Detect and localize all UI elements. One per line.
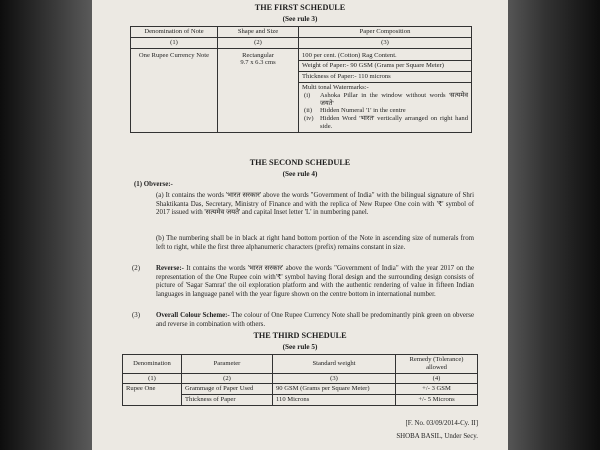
list-item [304, 92, 468, 108]
photo-left-edge [0, 0, 92, 450]
list-item [304, 115, 468, 131]
table-num-row [131, 37, 472, 48]
standard-cell: 110 Microns [273, 395, 396, 406]
third-schedule-rule: (See rule 5) [282, 343, 318, 351]
watermark-num: (i) [304, 91, 311, 99]
col-num: (4) [396, 373, 478, 384]
third-schedule-table [122, 354, 478, 406]
watermark-text: Hidden Word 'भारत' vertically arranged on right hand side. [320, 115, 468, 130]
col-num: (1) [123, 373, 182, 384]
watermarks-list [302, 92, 468, 131]
reverse-paragraph [156, 265, 474, 299]
watermarks-cell [299, 82, 472, 132]
colour-text: The colour of One Rupee Currency Note shall be predominantly pink green on obverse and reverse in combination with others. [156, 312, 475, 328]
col-num: (1) [131, 37, 218, 48]
standard-cell: 90 GSM (Grams per Square Meter) [273, 384, 396, 395]
obverse-paragraph-a: (a) It contains the words 'भारत सरकार' above the words "Government of India" with the bilingual signature of Shri Shaktikanta Das, Secretary, Ministry of Finance and with the replica of New Rupee One coin with '₹' symbol of 2017 issued with 'सत्यमेव जयते' and capital Inset letter 'L' in numbering panel. [156, 192, 474, 217]
col-num: (2) [218, 37, 299, 48]
watermark-text: Hidden Numeral '1' in the centre [320, 107, 406, 115]
col-num: (3) [273, 373, 396, 384]
signatory: SHOBA BASIL, Under Secy. [396, 433, 478, 440]
shape-value: Rectangular [242, 51, 274, 59]
composition-cotton: 100 per cent. (Cotton) Rag Content. [299, 48, 472, 61]
first-schedule-rule: (See rule 3) [282, 15, 318, 23]
parameter-cell: Thickness of Paper [182, 395, 273, 406]
second-schedule-title: THE SECOND SCHEDULE [249, 158, 351, 167]
header-standard-weight: Standard weight [273, 355, 396, 374]
obverse-paragraph-b: (b) The numbering shall be in black at right hand bottom portion of the Note in ascending size of numerals from left to right, while the first three alphanumeric characters (prefix) remains constant in size. [156, 235, 474, 251]
second-schedule-rule: (See rule 4) [282, 170, 318, 178]
reverse-label: Reverse:- [156, 265, 184, 272]
colour-paragraph [156, 312, 474, 329]
col-num: (2) [182, 373, 273, 384]
header-shape-size: Shape and Size [218, 27, 299, 38]
header-denomination: Denomination of Note [131, 27, 218, 38]
reverse-text: It contains the words 'भारत सरकार' above the words "Government of India" with the year 2017 on the representation of the One Rupee coin with'₹' symbol having floral design and the surrounding design consists of picture of 'Sagar Samrat' the oil exploration platform and with the authentic rendering of value in fifteen Indian languages in language panel with the year figure shown on the centre bottom in international number. [156, 265, 474, 298]
watermark-num: (ii) [304, 107, 313, 115]
watermark-num: (iv) [304, 115, 314, 123]
list-item [304, 107, 468, 115]
watermark-text: Ashoka Pillar in the window without words 'सत्यमेव जयते' [320, 91, 468, 107]
reverse-num: (2) [132, 265, 141, 272]
header-parameter: Parameter [182, 355, 273, 374]
header-remedy: Remedy (Tolerance) allowed [396, 355, 478, 374]
denomination-cell: Rupee One [123, 384, 182, 406]
size-value: 9.7 x 6.3 cms [240, 59, 276, 67]
remedy-cell: +/- 5 Microns [396, 395, 478, 406]
table-header-row [123, 355, 478, 374]
col-num: (3) [299, 37, 472, 48]
composition-thickness: Thickness of Paper:- 110 microns [299, 72, 472, 83]
photo-right-edge [508, 0, 600, 450]
colour-num: (3) [132, 312, 141, 319]
third-schedule-title: THE THIRD SCHEDULE [253, 331, 347, 340]
first-schedule-table [130, 26, 472, 133]
shape-size-cell [218, 48, 299, 132]
table-num-row [123, 373, 478, 384]
obverse-label: (1) Obverse:- [134, 181, 173, 188]
file-number: [F. No. 03/09/2014-Cy. II] [405, 420, 478, 427]
remedy-cell: +/- 3 GSM [396, 384, 478, 395]
parameter-cell: Grammage of Paper Used [182, 384, 273, 395]
table-row [131, 48, 472, 61]
table-row [123, 384, 478, 395]
header-denomination: Denomination [123, 355, 182, 374]
watermarks-title: Multi tonal Watermarks:- [302, 83, 369, 91]
gazette-page [92, 0, 508, 450]
denomination-cell: One Rupee Currency Note [131, 48, 218, 132]
first-schedule-title: THE FIRST SCHEDULE [254, 3, 346, 12]
header-paper-composition: Paper Composition [299, 27, 472, 38]
composition-weight: Weight of Paper:- 90 GSM (Grams per Square Meter) [299, 61, 472, 72]
table-header-row [131, 27, 472, 38]
colour-label: Overall Colour Scheme:- [156, 312, 230, 319]
